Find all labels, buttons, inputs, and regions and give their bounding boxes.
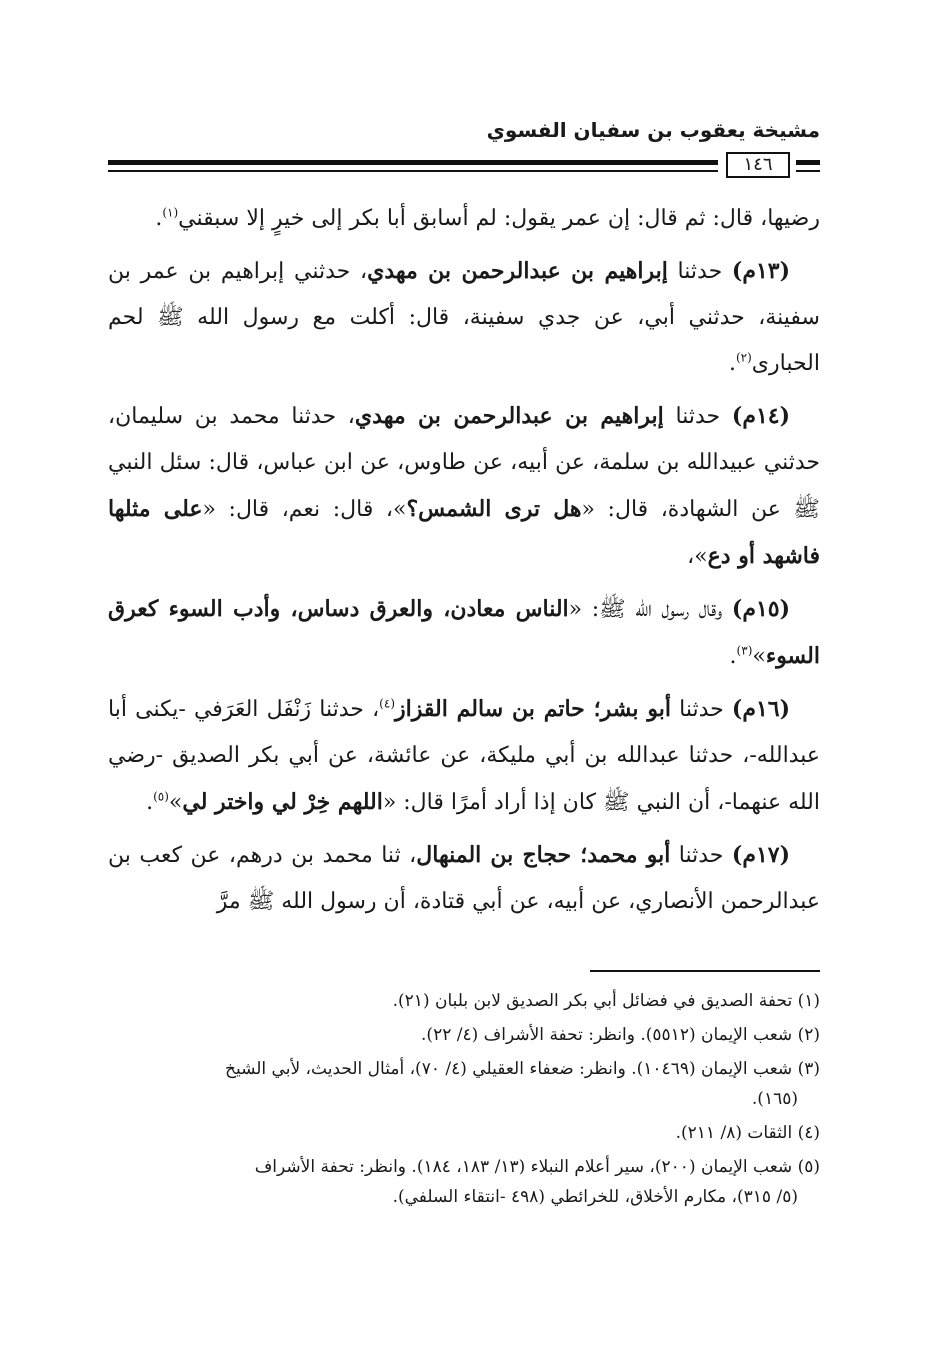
text-run: »، قال: نعم، قال: « (202, 497, 407, 522)
bold-text: أبو بشر؛ حاتم بن سالم القزاز (395, 696, 671, 722)
footnote (108, 1118, 820, 1148)
text-run: وقال رسول الله ﷺ: « (568, 597, 732, 622)
paragraph (108, 686, 820, 826)
hadith-number: (١٦م) (731, 696, 790, 722)
footnote-line: (٤) الثقات (٨/ ٢١١). (675, 1123, 820, 1143)
paragraph (108, 196, 820, 242)
header-rule-end-thin (796, 170, 820, 172)
header-rule-end-thick (796, 160, 820, 165)
bold-text: أبو محمد؛ حجاج بن المنهال (416, 842, 671, 868)
text-run: . (146, 790, 154, 815)
bold-text: هل ترى الشمس؟ (406, 496, 582, 522)
footnote-marker: (١) (162, 205, 179, 220)
text-run: ، ثنا محمد بن درهم، عن كعب بن عبدالرحمن الأنصاري، عن أبيه، عن أبي قتادة، أن رسول الله ﷺ مرَّ (108, 843, 820, 914)
text-run: ، حدثني إبراهيم بن عمر بن سفينة، حدثني أبي، عن جدي سفينة، قال: أكلت مع رسول الله ﷺ لحم الحبارى (108, 259, 820, 376)
hadith-number: (١٥م) (731, 596, 790, 622)
footnote-continuation: (١٦٥). (751, 1089, 798, 1109)
text-run: . (728, 351, 736, 376)
bold-text: إبراهيم بن عبدالرحمن بن مهدي (367, 258, 668, 284)
footnote (108, 1020, 820, 1050)
footnote-line: (٢) شعب الإيمان (٥٥١٢). وانظر: تحفة الأشراف (٤/ ٢٢). (421, 1025, 820, 1045)
footnote-marker: (٣) (736, 643, 753, 658)
body-text (108, 196, 820, 931)
text-run: حدثنا (663, 404, 732, 429)
text-run: ، حدثنا محمد بن سليمان، حدثني عبيدالله بن سلمة، عن أبيه، عن طاوس، عن ابن عباس، قال: سئل النبي ﷺ عن الشهادة، قال: « (108, 404, 820, 522)
header-rule-thin (108, 170, 718, 172)
footnote-line: (١) تحفة الصديق في فضائل أبي بكر الصديق لابن بلبان (٢١). (392, 991, 820, 1011)
bold-text: إبراهيم بن عبدالرحمن بن مهدي (354, 403, 664, 429)
text-run: » (168, 790, 183, 815)
footnote (108, 986, 820, 1016)
text-run: رضيها، قال: ثم قال: إن عمر يقول: لم أسابق أبا بكر إلى خيرٍ إلا سبقني (178, 206, 820, 231)
footnote (108, 1054, 820, 1114)
footnote-line: (٣) شعب الإيمان (١٠٤٦٩). وانظر: ضعفاء العقيلي (٤/ ٧٠)، أمثال الحديث، لأبي الشيخ (224, 1059, 820, 1079)
bold-text: على مثلها فاشهد أو دع (108, 496, 820, 569)
text-run: ، حدثنا زَنْفَل العَرَفي -يكنى أبا عبدالله-، حدثنا عبدالله بن أبي مليكة، عن عائشة، عن أبي بكر الصديق -رضي الله عنهما-، أن النبي ﷺ كان إذا أراد أمرًا قال: « (108, 697, 820, 815)
footnote-marker: (٥) (153, 789, 169, 804)
paragraph (108, 393, 820, 580)
bold-text: الناس معادن، والعرق دساس، وأدب السوء كعرق السوء (108, 596, 820, 669)
header-rule-thick (108, 160, 718, 165)
text-run: . (155, 206, 163, 231)
text-run: حدثنا (670, 697, 732, 722)
text-run: »، (687, 544, 708, 569)
footnote-marker: (٤) (379, 696, 395, 711)
hadith-number: (١٧م) (731, 842, 790, 868)
text-run: حدثنا (670, 843, 732, 868)
paragraph (108, 586, 820, 680)
footnote (108, 1152, 820, 1212)
paragraph (108, 248, 820, 387)
paragraph (108, 832, 820, 925)
footnote-line: (٥) شعب الإيمان (٢٠٠)، سير أعلام النبلاء (١٣/ ١٨٣، ١٨٤). وانظر: تحفة الأشراف (254, 1157, 820, 1177)
hadith-number: (١٣م) (731, 258, 790, 284)
page-number: ١٤٦ (726, 152, 790, 178)
text-run: حدثنا (667, 259, 732, 284)
footnote-continuation: (٥/ ٣١٥)، مكارم الأخلاق، للخرائطي (٤٩٨ -انتقاء السلفي). (392, 1187, 798, 1207)
footnote-marker: (٢) (735, 350, 752, 365)
hadith-number: (١٤م) (731, 403, 790, 429)
running-title: مشيخة يعقوب بن سفيان الفسوي (486, 118, 820, 142)
footnote-separator (590, 970, 820, 972)
bold-text: اللهم خِرْ لي واختر لي (182, 789, 383, 815)
text-run: . (729, 644, 737, 669)
footnotes (108, 986, 820, 1216)
text-run: » (752, 644, 766, 669)
